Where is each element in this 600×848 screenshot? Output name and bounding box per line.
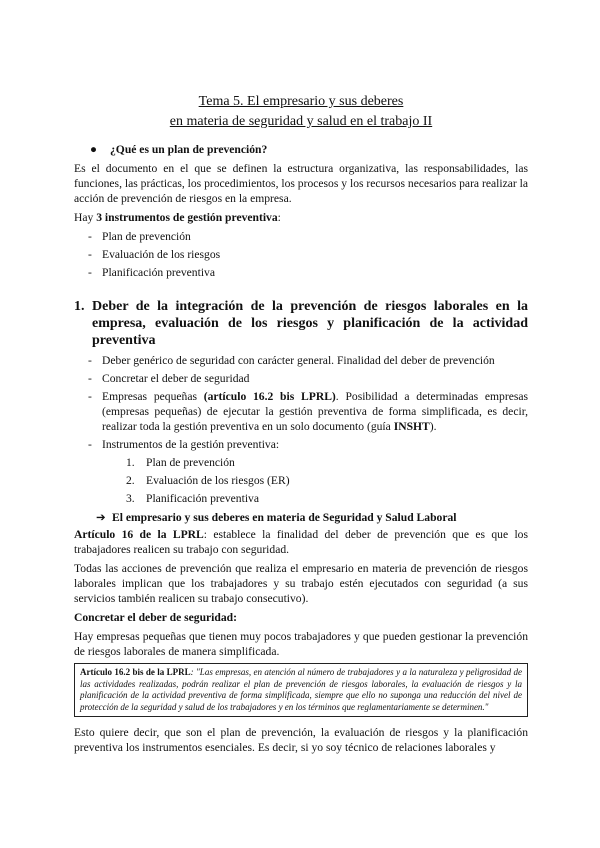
- list-item: 2. Evaluación de los riesgos (ER): [126, 474, 290, 487]
- plan-question-heading: [90, 142, 528, 157]
- list-item: - Instrumentos de la gestión preventiva:: [74, 437, 528, 452]
- plan-question-text: ¿Qué es un plan de prevención?: [110, 143, 268, 156]
- instruments-intro: Hay 3 instrumentos de gestión preventiva:: [74, 211, 281, 224]
- instruments-bold: 3 instrumentos de gestión preventiva: [96, 211, 278, 224]
- list-item: 3. Planificación preventiva: [126, 492, 259, 505]
- article-16-paragraph: Artículo 16 de la LPRL: establece la finalidad del deber de prevención que es que los trabajadores realicen su trabajo con seguridad.: [74, 528, 528, 556]
- prevention-actions-paragraph: Todas las acciones de prevención que realiza el empresario en materia de prevención de riesgos laborales implican que los trabajadores y su trabajo estén ejecutados con seguridad (a sus servicios también realicen su trabajo consecutivo).: [74, 562, 528, 605]
- instruments-numbered-list: [74, 455, 528, 506]
- section-number: 1.: [74, 299, 85, 314]
- section-1-list: [74, 353, 528, 452]
- arrow-right-icon: ➔: [96, 511, 106, 524]
- section-1-heading: [74, 298, 528, 349]
- page-title-line-1: Tema 5. El empresario y sus deberes: [198, 94, 404, 109]
- list-item: 1. Plan de prevención: [126, 456, 235, 469]
- employer-duties-heading: ➔ El empresario y sus deberes en materia de Seguridad y Salud Laboral: [96, 511, 457, 524]
- quote-lead: Artículo 16.2 bis de la LPRL: [80, 667, 191, 677]
- bullet-icon: ●: [90, 143, 98, 156]
- list-item-small-companies: - Empresas pequeñas (artículo 16.2 bis LPRL). Posibilidad a determinadas empresas (empresas pequeñas) de ejecutar la gestión preventiva de forma simplificada, es decir, realizar toda la gestión preventiva en un solo documento (guía INSHT).: [74, 389, 528, 434]
- list-item: - Concretar el deber de seguridad: [74, 371, 528, 386]
- plan-definition: Es el documento en el que se definen la estructura organizativa, las responsabilidades, las funciones, las prácticas, los procedimientos, los procesos y los recursos necesarios para realizar la acción de prevención de riesgos en la empresa.: [74, 162, 528, 205]
- page-title-line-2: en materia de seguridad y salud en el trabajo II: [169, 114, 433, 129]
- list-item: - Deber genérico de seguridad con carácter general. Finalidad del deber de prevención: [74, 353, 528, 368]
- article-quote-box: [74, 663, 528, 717]
- section-title: Deber de la integración de la prevención de riesgos laborales en la empresa, evaluación de los riesgos y planificación de la actividad preventiva: [92, 299, 528, 348]
- document-page: [74, 92, 528, 755]
- list-item: - Evaluación de los riesgos: [74, 247, 528, 262]
- concretar-heading: Concretar el deber de seguridad:: [74, 611, 237, 624]
- concretar-paragraph: Hay empresas pequeñas que tienen muy pocos trabajadores y que pueden gestionar la prevención de riesgos laborales de manera simplificada.: [74, 630, 528, 658]
- closing-paragraph: Esto quiere decir, que son el plan de prevención, la evaluación de riesgos y la planificación preventiva los instrumentos esenciales. Es decir, si yo soy técnico de relaciones laborales y: [74, 726, 528, 754]
- quote-text: : "Las empresas, en atención al número de trabajadores y a la naturaleza y peligrosidad de las actividades realizadas, podrán realizar el plan de prevención de riesgos laborales, la evaluación de riesgos y la planificación de la actividad preventiva de forma simplificada, siempre que ello no suponga una reducción del nivel de protección de la seguridad y salud de los trabajadores y en los términos que reglamentariamente se determinen.": [80, 667, 522, 712]
- list-item: - Plan de prevención: [74, 229, 528, 244]
- instruments-list: [74, 229, 528, 280]
- list-item: - Planificación preventiva: [74, 265, 528, 280]
